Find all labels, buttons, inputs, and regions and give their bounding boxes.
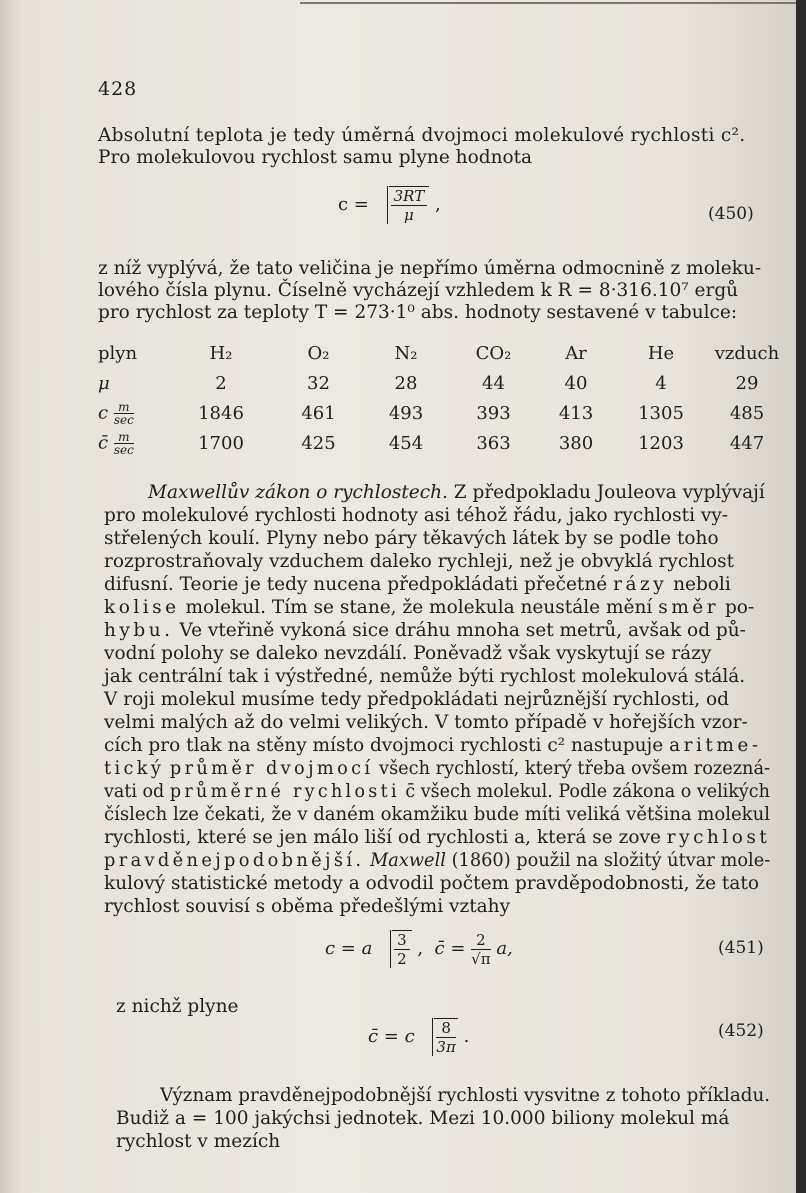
section-title: Maxwellův zákon o rychlostech.	[148, 482, 448, 503]
scan-right-edge	[796, 0, 806, 1193]
eq-numerator: 3RT	[391, 187, 428, 206]
eq-tail: .	[463, 1026, 470, 1047]
text-line: vodní polohy se daleko nevzdálí. Poněvadž však vyskytují se rázy	[104, 643, 712, 664]
equation-451	[325, 930, 513, 968]
author-name: Maxwell	[370, 850, 446, 871]
text-run: c̄ všech molekul. Podle zákona o velikých	[405, 781, 770, 802]
eq-tail: ,	[434, 194, 441, 215]
fraction	[471, 931, 490, 968]
table-cell: 29	[735, 372, 759, 394]
text-line	[104, 758, 770, 780]
text-line: jak centrální tak i výstředné, nemůže býti rychlost molekulová stálá.	[104, 666, 746, 687]
table-cell: 32	[307, 372, 330, 394]
text-line: rychlost v mezích	[116, 1131, 281, 1152]
text-line	[104, 735, 762, 757]
spaced-word: kolise	[104, 597, 180, 618]
spaced-word: tický	[104, 758, 165, 779]
text-line: lového čísla plynu. Číselně vycházejí vzhledem k R = 8·316.10⁷ ergů	[98, 280, 739, 301]
text-line: Význam pravděnejpodobnější rychlosti vysvitne z tohoto příkladu.	[160, 1085, 771, 1106]
text-line: číslech lze čekati, že v daném okamžiku bude míti veliká většina molekul	[104, 804, 770, 825]
text-line	[104, 597, 754, 619]
top-edge-line	[300, 2, 796, 4]
table-header-row	[98, 338, 788, 368]
text-run: molekul. Tím se stane, že molekula neustále mění	[185, 597, 653, 618]
row-label: c̄	[98, 432, 109, 453]
text-line: velmi malých až do velmi velikých. V tomto případě v hořejších vzor-	[104, 712, 748, 733]
table-row	[98, 428, 788, 458]
table-cell: 393	[476, 402, 511, 424]
row-label-cell	[98, 428, 166, 458]
equation-452	[368, 1018, 469, 1056]
text-line	[148, 482, 765, 504]
unit-fraction	[114, 431, 134, 456]
table-cell: 4	[655, 372, 667, 394]
spaced-word: směr	[658, 597, 720, 618]
text-line: střelených koulí. Plyny nebo páry těkavých látek by se podle toho	[104, 528, 719, 549]
table-cell: 413	[558, 402, 594, 424]
text-run: neboli	[673, 574, 731, 595]
spaced-word: aritme-	[669, 735, 762, 756]
table-cell: 363	[476, 432, 511, 454]
unit-num: m	[114, 401, 134, 414]
eq-numerator: 3	[394, 931, 410, 950]
unit-fraction	[114, 401, 134, 426]
eq-separator: ,	[417, 938, 424, 959]
sqrt-symbol	[375, 186, 430, 224]
eq-lhs: c̄ = c	[368, 1026, 415, 1047]
spaced-word: rázy	[613, 574, 668, 595]
equation-450	[338, 186, 441, 224]
unit-den: sec	[113, 442, 134, 457]
table-cell: 44	[482, 372, 505, 394]
text-line	[104, 574, 731, 596]
spaced-word: průměrné rychlosti	[169, 781, 400, 802]
eq-numerator: 2	[471, 931, 490, 950]
gas-header: N₂	[394, 342, 418, 364]
text-line: rychlost souvisí s oběma předešlými vztahy	[104, 896, 511, 917]
text-run: po-	[724, 597, 755, 618]
spaced-word: průměr dvojmocí	[169, 758, 374, 779]
table-cell: 425	[301, 432, 336, 454]
text-run: Z předpokladu Jouleova vyplývají	[447, 482, 765, 503]
text-line: kulový statistické metody a odvodil počtem pravděpodobnosti, že tato	[104, 873, 759, 894]
table-row	[98, 398, 788, 428]
gas-header: Ar	[565, 342, 587, 364]
text-line: Budiž a = 100 jakýchsi jednotek. Mezi 10.000 biliony molekul má	[116, 1108, 730, 1129]
equation-number: (450)	[708, 204, 754, 224]
sqrt-symbol	[378, 930, 412, 968]
text-run: rychlosti, které se jen málo liší od rychlosti a, která se zove	[104, 827, 661, 848]
text-line: pro molekulové rychlosti hodnoty asi téhož řádu, jako rychlosti vy-	[104, 505, 729, 526]
sqrt-symbol	[420, 1018, 457, 1056]
text-line	[104, 781, 770, 803]
eq-denominator: μ	[404, 206, 414, 224]
table-cell: 1700	[198, 432, 244, 454]
text-line: Pro molekulovou rychlost samu plyne hodnota	[98, 147, 533, 168]
eq-tail: a,	[496, 938, 513, 959]
eq-lhs: c =	[338, 194, 369, 215]
text-line	[104, 827, 770, 849]
gas-header: CO₂	[475, 342, 512, 364]
text-run: difusní. Teorie je tedy nucena předpokládati přečetné	[104, 574, 608, 595]
spaced-word: pravděnejpodobnější.	[104, 850, 365, 871]
row-label: c	[98, 402, 109, 423]
eq-lhs-2: c̄ =	[434, 938, 466, 959]
text-line: z níž vyplývá, že tato veličina je nepřímo úměrna odmocnině z moleku-	[98, 258, 762, 279]
gas-header: H₂	[209, 342, 233, 364]
table-cell: 2	[215, 372, 227, 394]
eq-denominator: 3π	[436, 1038, 456, 1056]
text-line: V roji molekul musíme tedy předpokládati nejrůznější rychlosti, od	[104, 689, 729, 710]
spaced-word: hybu.	[104, 620, 174, 641]
table-cell: 493	[388, 402, 424, 424]
table-cell: 1846	[198, 402, 244, 424]
binding-shadow	[0, 0, 22, 1193]
table-cell: 40	[564, 372, 588, 394]
eq-lhs: c = a	[325, 938, 373, 959]
text-line: Absolutní teplota je tedy úměrná dvojmoci molekulové rychlosti c².	[98, 125, 746, 146]
eq-numerator: 8	[436, 1019, 455, 1038]
table-cell: 1305	[638, 402, 684, 424]
equation-number: (451)	[718, 938, 764, 958]
table-cell: 1203	[638, 432, 684, 454]
text-run: vati od	[104, 781, 165, 802]
table-cell: 485	[729, 402, 765, 424]
text-run: (1860) použil na složitý útvar mole-	[451, 850, 771, 871]
eq-denominator: 2	[397, 950, 407, 968]
unit-num: m	[114, 431, 134, 444]
spaced-word: rychlost	[666, 827, 771, 848]
table-row	[98, 368, 788, 398]
text-line: pro rychlost za teploty T = 273·1⁰ abs. hodnoty sestavené v tabulce:	[98, 302, 738, 323]
equation-number: (452)	[718, 1021, 764, 1041]
table-cell: 28	[394, 372, 418, 394]
text-run: cích pro tlak na stěny místo dvojmoci rychlosti c² nastupuje	[104, 735, 664, 756]
gas-header: vzduch	[714, 342, 780, 364]
text-line	[104, 850, 770, 872]
text-line: rozprostraňovaly vzduchem daleko rychleji, než je obvyklá rychlost	[104, 551, 735, 572]
text-run: všech rychlostí, který třeba ovšem rozezná-	[379, 758, 771, 779]
text-line: z nichž plyne	[116, 996, 239, 1017]
text-run: Ve vteřině vykoná sice dráhu mnoha set metrů, avšak od pů-	[179, 620, 746, 641]
text-line	[104, 620, 746, 642]
table-header-label: plyn	[98, 342, 138, 364]
gas-header: He	[647, 342, 675, 364]
table-cell: 461	[301, 402, 336, 424]
table-cell: 447	[729, 432, 765, 454]
table-cell: 454	[388, 432, 424, 454]
velocity-table	[98, 338, 788, 458]
eq-denominator: √π	[471, 949, 491, 968]
page-number: 428	[98, 78, 138, 100]
row-label: μ	[98, 372, 110, 394]
gas-header: O₂	[307, 342, 330, 364]
unit-den: sec	[113, 412, 134, 427]
table-cell: 380	[558, 432, 594, 454]
row-label-cell	[98, 398, 166, 428]
